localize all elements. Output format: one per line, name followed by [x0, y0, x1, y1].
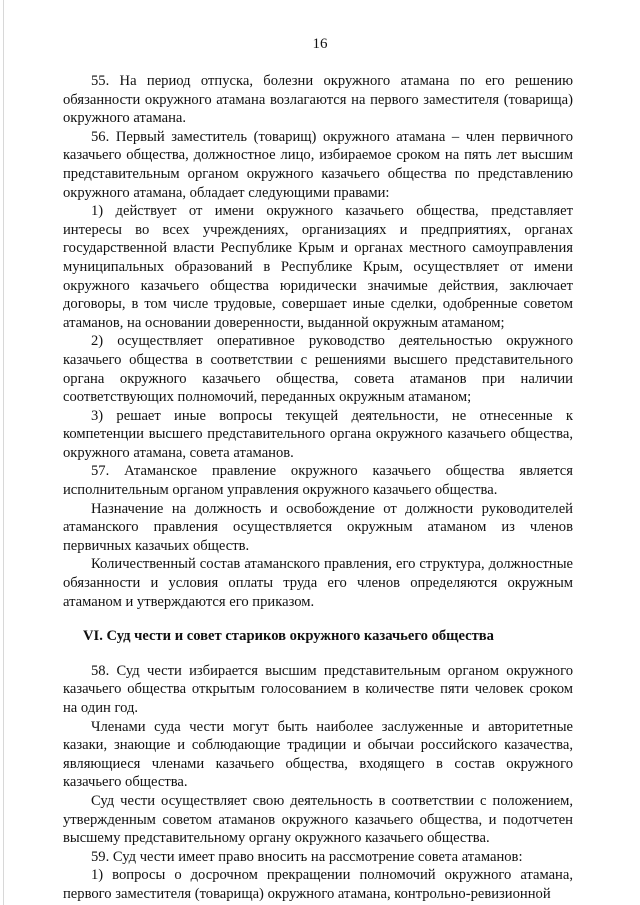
document-body	[63, 72, 573, 904]
paragraph-56-item-1: 1) действует от имени окружного казачьего общества, представляет интересы во всех учреждениях, организациях и предприятиях, органах государственной власти Республике Крым и органах местного самоуправления муниципальных образований в Республике Крым, осуществляет от имени окружного казачьего общества юридически значимые действия, заключает договоры, в том числе трудовые, совершает иные сделки, одобренные советом атаманов, на основании доверенности, выданной окружным атаманом;	[63, 203, 573, 331]
paragraph-57-appointment: Назначение на должность и освобождение от должности руководителей атаманского правления осуществляется окружным атаманом из членов первичных казачьих обществ.	[63, 500, 573, 554]
paragraph-58-members: Членами суда чести могут быть наиболее заслуженные и авторитетные казаки, знающие и соблюдающие традиции и обычаи российского казачества, являющиеся членами казачьего общества, входящего в состав окружного казачьего общества.	[63, 718, 573, 791]
paragraph-58-activity: Суд чести осуществляет свою деятельность в соответствии с положением, утвержденным советом атаманов окружного казачьего общества, и подотчетен высшему представительному органу окружного казачьего общества.	[63, 792, 573, 847]
section-heading: VI. Суд чести и совет стариков окружного казачьего общества	[83, 628, 494, 645]
paragraph-57-composition: Количественный состав атаманского правления, его структура, должностные обязанности и условия оплаты труда его членов определяются окружным атаманом и утверждаются его приказом.	[63, 556, 573, 610]
scan-edge-line	[3, 0, 4, 905]
paragraph-59-item-1: 1) вопросы о досрочном прекращении полномочий окружного атамана, первого заместителя (товарища) окружного атамана, контрольно-ревизионной	[63, 867, 573, 902]
paragraph-56-item-2: 2) осуществляет оперативное руководство деятельностью окружного казачьего общества в соответствии с решениями высшего представительного органа окружного казачьего общества, совета атаманов при наличии соответствующих полномочий, переданных окружным атаманом;	[63, 333, 573, 406]
paragraph-56: 56. Первый заместитель (товарищ) окружного атамана – член первичного казачьего общества, должностное лицо, избираемое сроком на пять лет высшим представительным органом окружного казачьего общества по представлению окружного атамана, обладает следующими правами:	[63, 128, 573, 201]
paragraph-57: 57. Атаманское правление окружного казачьего общества является исполнительным органом управления окружного казачьего общества.	[63, 463, 573, 499]
paragraph-59: 59. Суд чести имеет право вносить на рассмотрение совета атаманов:	[91, 848, 523, 865]
page-number: 16	[312, 36, 328, 52]
paragraph-55: 55. На период отпуска, болезни окружного атамана по его решению обязанности окружного атамана возлагаются на первого заместителя (товарища) окружного атамана.	[63, 73, 573, 127]
paragraph-56-item-3: 3) решает иные вопросы текущей деятельности, не отнесенные к компетенции высшего представительного органа окружного казачьего общества, окружного атамана, совета атаманов.	[63, 407, 573, 461]
paragraph-58: 58. Суд чести избирается высшим представительным органом окружного казачьего общества открытым голосованием в количестве пяти человек сроком на один год.	[63, 662, 573, 716]
